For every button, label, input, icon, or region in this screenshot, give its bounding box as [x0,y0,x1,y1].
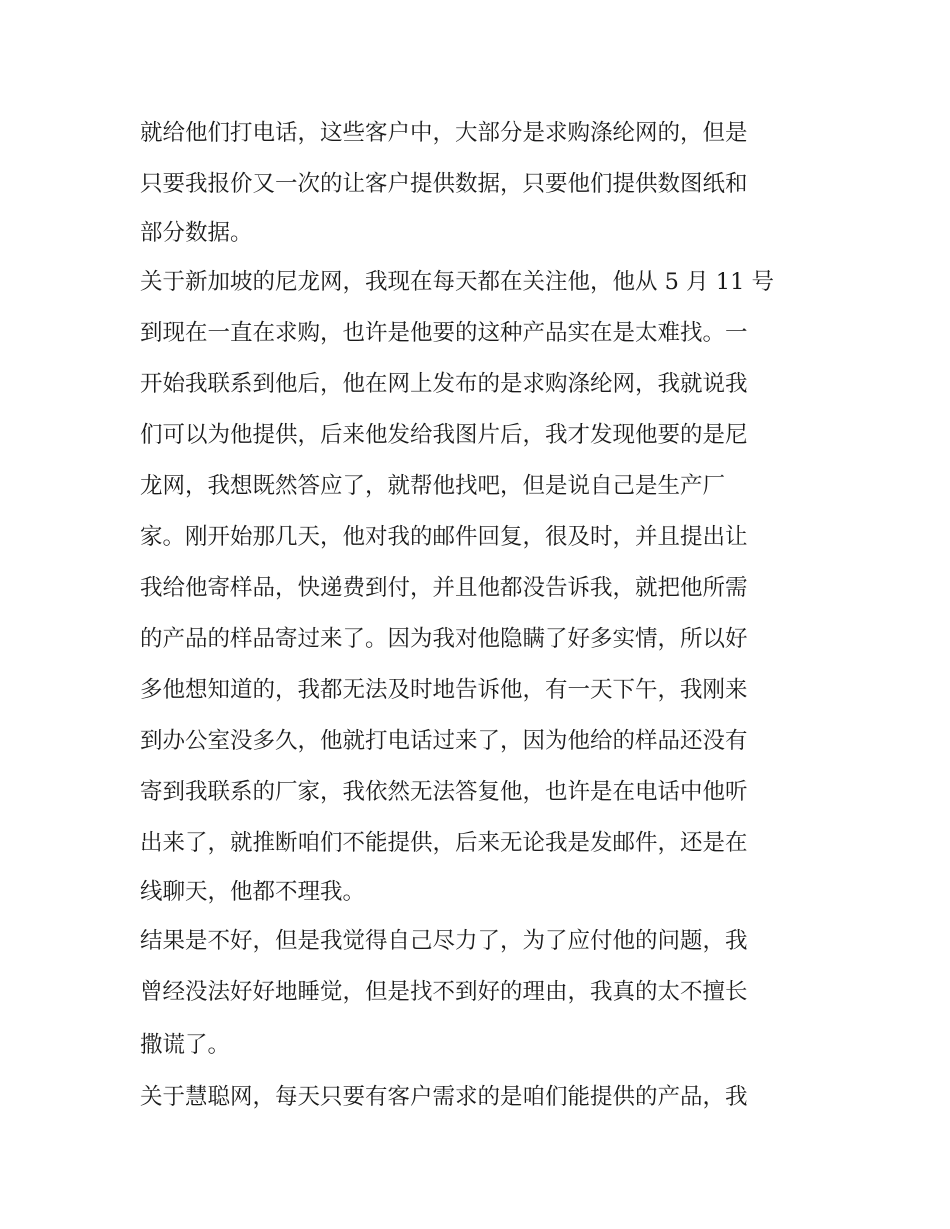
text-line: 家。刚开始那几天，他对我的邮件回复，很及时，并且提出让 [140,524,748,550]
text-line: 结果是不好，但是我觉得自己尽力了，为了应付他的问题，我 [140,928,748,954]
paragraph-3 [140,916,820,1072]
text-line: 到现在一直在求购，也许是他要的这种产品实在是太难找。一 [140,320,748,346]
text-line: 就给他们打电话，这些客户中，大部分是求购涤纶网的，但是 [140,120,748,146]
text-line: 多他想知道的，我都无法及时地告诉他，有一天下午，我刚来 [140,677,748,703]
text-line: 撒谎了。 [140,1032,231,1058]
text-line: 开始我联系到他后，他在网上发布的是求购涤纶网，我就说我 [140,371,748,397]
document-body [140,108,820,1123]
text-line: 龙网，我想既然答应了，就帮他找吧，但是说自己是生产厂 [140,473,726,499]
text-line: 只要我报价又一次的让客户提供数据，只要他们提供数图纸和 [140,171,748,197]
text-line: 部分数据。 [140,220,253,246]
text-line: 我给他寄样品，快递费到付，并且他都没告诉我，就把他所需 [140,575,748,601]
text-line: 到办公室没多久，他就打电话过来了，因为他给的样品还没有 [140,728,748,754]
text-line: 关于慧聪网，每天只要有客户需求的是咱们能提供的产品，我 [140,1084,748,1110]
paragraph-2 [140,257,820,916]
paragraph-1 [140,108,820,257]
text-line: 出来了，就推断咱们不能提供，后来无论我是发邮件，还是在 [140,830,748,856]
text-line: 关于新加坡的尼龙网，我现在每天都在关注他，他从 5 月 11 号 [140,269,775,295]
text-line: 寄到我联系的厂家，我依然无法答复他，也许是在电话中他听 [140,779,748,805]
paragraph-4 [140,1072,820,1123]
text-line: 的产品的样品寄过来了。因为我对他隐瞒了好多实情，所以好 [140,626,748,652]
text-line: 曾经没法好好地睡觉，但是找不到好的理由，我真的太不擅长 [140,979,748,1005]
text-line: 线聊天，他都不理我。 [140,879,366,905]
text-line: 们可以为他提供，后来他发给我图片后，我才发现他要的是尼 [140,422,748,448]
